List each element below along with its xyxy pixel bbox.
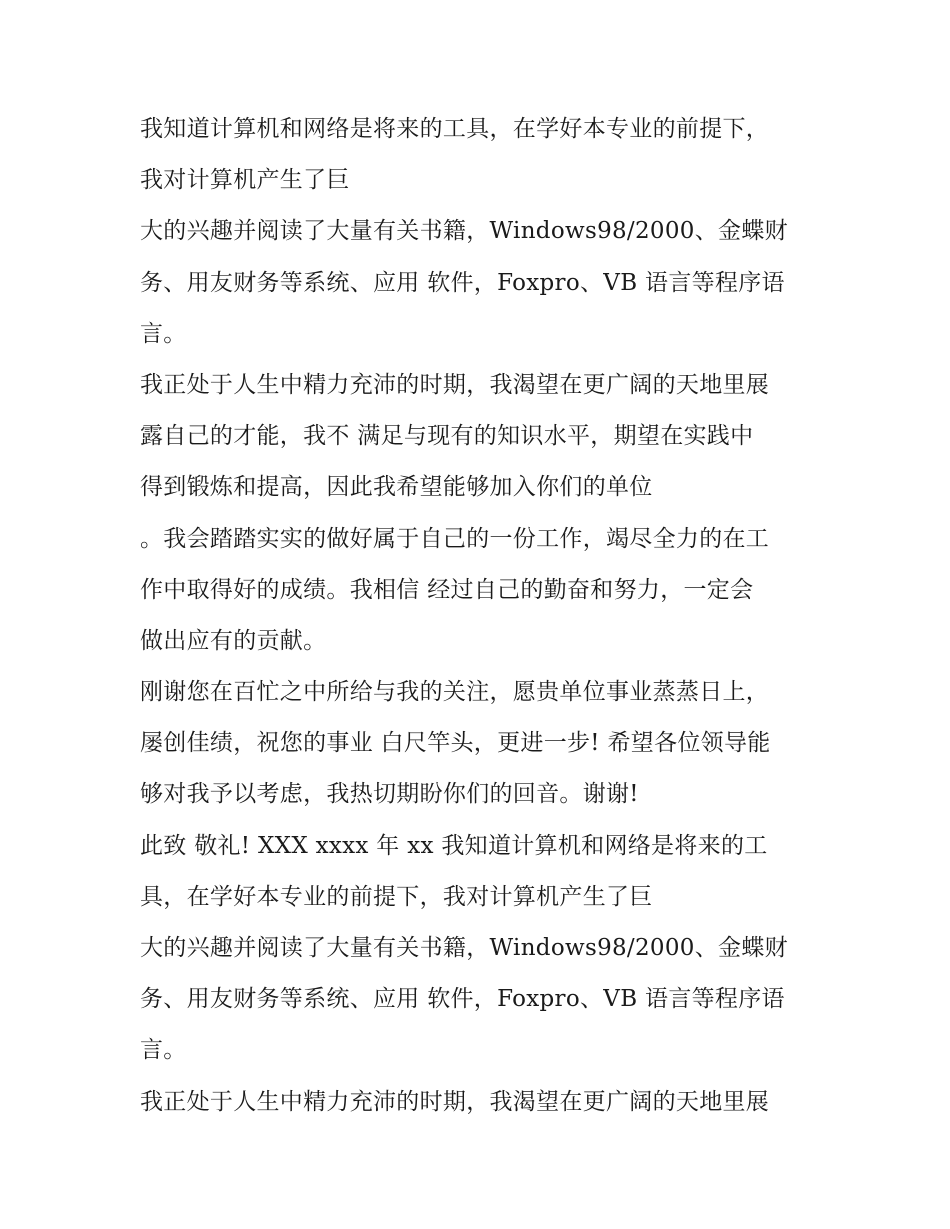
text-line: 务、用友财务等系统、应用 软件，Foxpro、VB 语言等程序语 [140,986,785,1013]
text-line: 言。 [140,1037,187,1064]
text-line: 做出应有的贡献。 [140,627,327,654]
text-line: 我正处于人生中精力充沛的时期，我渴望在更广阔的天地里展 [140,1088,770,1115]
text-line: 刚谢您在百忙之中所给与我的关注，愿贵单位事业蒸蒸日上， [140,679,770,706]
text-line: 。我会踏踏实实的做好属于自己的一份工作，竭尽全力的在工 [140,525,770,552]
document-body [140,104,830,1128]
text-line: 我正处于人生中精力充沛的时期，我渴望在更广阔的天地里展 [140,371,770,398]
text-line: 作中取得好的成绩。我相信 经过自己的勤奋和努力，一定会 [140,576,754,603]
text-line: 我知道计算机和网络是将来的工具，在学好本专业的前提下， [140,116,770,142]
text-line: 够对我予以考虑，我热切期盼你们的回音。谢谢! [140,781,639,808]
text-line: 言。 [140,320,187,347]
text-line: 大的兴趣并阅读了大量有关书籍，Windows98/2000、金蝶财 [140,935,788,961]
text-line: 屡创佳绩，祝您的事业 白尺竿头，更进一步! 希望各位领导能 [140,730,771,757]
text-line: 务、用友财务等系统、应用 软件，Foxpro、VB 语言等程序语 [140,269,785,296]
text-line: 露自己的才能，我不 满足与现有的知识水平，期望在实践中 [140,423,754,450]
text-line: 此致 敬礼! XXX xxxx 年 xx 我知道计算机和网络是将来的工 [140,832,768,859]
text-line: 大的兴趣并阅读了大量有关书籍，Windows98/2000、金蝶财 [140,218,788,245]
text-line: 得到锻炼和提高，因此我希望能够加入你们的单位 [140,474,653,501]
text-line: 我对计算机产生了巨 [140,167,350,194]
text-line: 具，在学好本专业的前提下，我对计算机产生了巨 [140,883,653,910]
